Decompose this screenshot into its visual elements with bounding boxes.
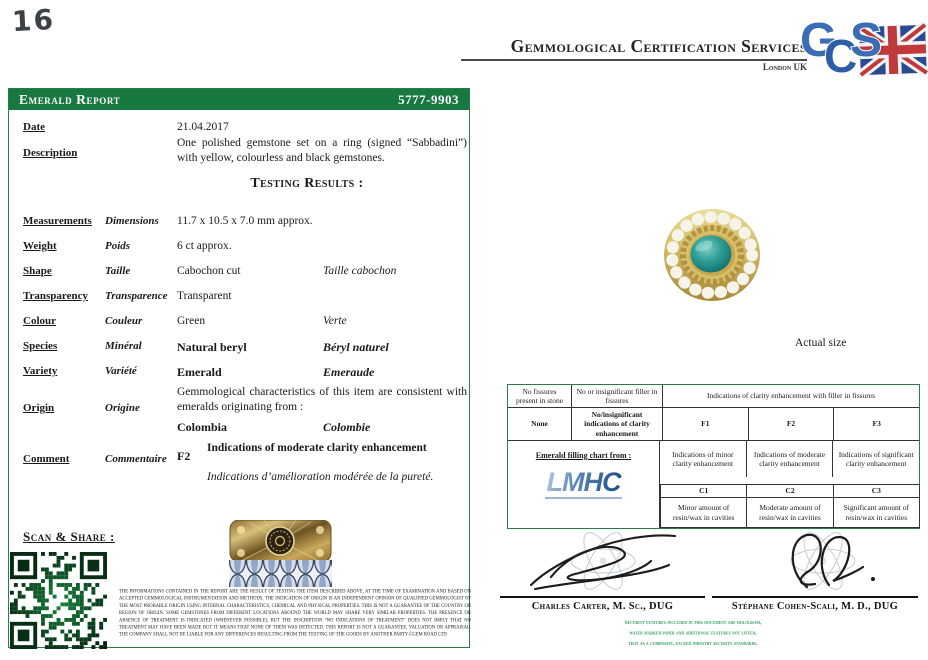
row-label: Variety — [23, 365, 58, 377]
comment-label-fr: Commentaire — [105, 453, 167, 465]
c1-description: Minor amount of resin/wax in cavities — [661, 497, 746, 527]
origin-value: Colombia — [177, 420, 228, 434]
grade-c3: C3 — [833, 485, 919, 497]
svg-text:G: G — [800, 14, 838, 67]
grade-none-desc: No/insignificant indications of clarity enhancement — [571, 407, 662, 440]
row-value-fr: Taille cabochon — [323, 265, 397, 277]
origin-intro: Gemmological characteristics of this item are consistent with emeralds originating from : — [177, 386, 467, 413]
row-label: Species — [23, 340, 58, 352]
c3-description: Significant amount of resin/wax in cavities — [833, 497, 919, 527]
disclaimer — [119, 588, 471, 648]
filling-chart-source — [508, 441, 660, 528]
security-line: Security features included in this document are hologram, — [624, 618, 762, 626]
row-label-fr: Taille — [105, 265, 131, 277]
origin-label-fr: Origine — [105, 402, 140, 414]
row-label: Weight — [23, 240, 57, 252]
f1-description: Indications of minor clarity enhancement — [672, 449, 734, 468]
clarity-enhancement-table — [507, 384, 920, 529]
row-label-fr: Dimensions — [105, 215, 159, 227]
table-header-no-fissures: No fissures present in stone — [515, 386, 564, 405]
row-value: Green — [177, 315, 206, 327]
qr-code-icon — [10, 552, 107, 649]
grade-f3: F3 — [833, 407, 919, 440]
row-value: Cabochon cut — [177, 265, 241, 277]
row-value: Emerald — [177, 365, 222, 379]
description-label: Description — [23, 147, 78, 159]
origin-row — [9, 402, 469, 418]
date-label: Date — [23, 121, 45, 133]
comment-text: Indications of moderate clarity enhancement — [207, 442, 427, 454]
row-value-fr: Béryl naturel — [323, 340, 389, 354]
org-location: London UK — [762, 62, 807, 72]
row-value: 6 ct approx. — [177, 240, 232, 252]
row-label-fr: Variété — [105, 365, 137, 377]
signature-line — [500, 596, 705, 598]
row-label: Measurements — [23, 215, 92, 227]
shape-row — [9, 265, 469, 281]
row-label-fr: Transparence — [105, 290, 168, 302]
comment-grade: F2 — [177, 449, 191, 463]
f3-description: Indications of significant clarity enhancement — [832, 441, 919, 477]
origin-label: Origin — [23, 402, 55, 414]
row-value-fr: Verte — [323, 315, 347, 327]
comment-row — [9, 453, 469, 469]
grade-none: None — [508, 407, 571, 440]
hologram-seal — [229, 520, 332, 587]
signature-carter-icon — [523, 527, 683, 593]
row-label: Shape — [23, 265, 52, 277]
grade-f2: F2 — [748, 407, 834, 440]
colour-row — [9, 315, 469, 331]
weight-row — [9, 240, 469, 256]
f2-description: Indications of moderate clarity enhancement — [746, 441, 833, 477]
comment-label: Comment — [23, 453, 70, 465]
row-label-fr: Minéral — [105, 340, 142, 352]
gcs-logo — [800, 2, 928, 82]
origin-value-fr: Colombie — [323, 420, 371, 434]
svg-text:S: S — [850, 14, 883, 67]
variety-row — [9, 365, 469, 381]
comment-text-fr: Indications d’amélioration modérée de la pureté. — [207, 471, 434, 483]
species-row — [9, 340, 469, 356]
signature-line — [712, 596, 918, 598]
row-value: Natural beryl — [177, 340, 247, 354]
grade-c1: C1 — [699, 486, 709, 496]
signatory-name: Charles Carter, M. Sc., DUG — [531, 601, 674, 612]
table-header-no-filler: No or insignificant filler in fissures — [571, 385, 662, 407]
security-line: that as a composite, exceed industry security standards. — [628, 640, 758, 647]
security-line: water marked paper and additional features not listed, — [629, 629, 757, 636]
date-value: 21.04.2017 — [177, 121, 229, 133]
signature-cohen-scali-icon — [735, 527, 895, 593]
grade-f1: F1 — [662, 407, 748, 440]
grade-c2: C2 — [746, 485, 832, 497]
row-value: Transparent — [177, 290, 232, 302]
row-value-fr: Emeraude — [323, 365, 375, 379]
origin-value-row — [9, 420, 469, 436]
row-label-fr: Couleur — [105, 315, 143, 327]
row-value: 11.7 x 10.5 x 7.0 mm approx. — [177, 215, 313, 227]
table-header-indications: Indications of clarity enhancement with filler in fissures — [662, 385, 919, 407]
transparency-row — [9, 290, 469, 306]
svg-text:C: C — [824, 30, 858, 82]
lmhc-logo: LMHC — [546, 467, 621, 497]
security-note — [458, 617, 928, 657]
org-title: Gemmological Certification Services — [461, 36, 807, 61]
gemstone-photo — [656, 202, 768, 308]
signature-block-right — [712, 527, 918, 612]
measurements-row — [9, 215, 469, 231]
row-label: Transparency — [23, 290, 88, 302]
actual-size-caption: Actual size — [795, 337, 847, 349]
emerald-ring-icon — [656, 202, 768, 308]
filling-chart-source-label: Emerald filling chart from : — [535, 451, 632, 460]
page-number-handwritten: 16 — [11, 2, 56, 39]
c2-description: Moderate amount of resin/wax in cavities — [746, 497, 832, 527]
qr-code — [10, 552, 107, 649]
gcs-uk-flag-icon — [800, 2, 928, 82]
row-label: Colour — [23, 315, 56, 327]
signatory-name: Stéphane Cohen-Scali, M. D., DUG — [731, 601, 899, 612]
org-header — [461, 36, 807, 72]
hologram-icon — [229, 520, 332, 587]
report-title: Emerald Report — [19, 91, 121, 107]
report-panel — [8, 88, 470, 648]
scan-share-label: Scan & Share : — [23, 529, 115, 544]
report-number: 5777-9903 — [398, 91, 459, 107]
description-text: One polished gemstone set on a ring (signed “Sabbadini”) with yellow, colourless and black gemstones. — [177, 137, 467, 164]
date-row — [9, 121, 469, 137]
testing-results-heading: Testing Results : — [250, 176, 364, 191]
signature-block-left — [500, 527, 705, 612]
report-title-bar — [9, 89, 469, 110]
row-label-fr: Poids — [105, 240, 131, 252]
disclaimer-text: THE INFORMATIONS CONTAINED IN THE REPORT ARE THE RESULT OF TESTING THE ITEM DESCRIBED ABOVE, AT THE TIME OF EXAMINATION AND BASED ON ACCEPTED GEMMOLOGICAL INSTRUMENTATION AND METHODS. THE INDICATION OF ORIGIN IS AN INDEPENDENT OPINION OF QUALIFIED GEMMOLOGIST OF THE MOST PROBABLE ORIGIN USING INTERNAL CHARACTERISTICS, CHEMICAL AND PHYSICAL PROPERTIES. THIS IS NOT A GUARANTEE OF THE COUNTRY OR REGION OF ORIGIN. SOME GEMSTONES FROM DIFFERENT LOCATIONS AROUND THE WORLD MAY SHARE VERY SIMILAR PROPERTIES. THE PRESENCE OR ABSENCE OF TREATMENT IS INDICATED (WHENEVER POSSIBLE), BUT THE INSCRIPTION “NO INDICATIONS OF TREATMENT” DOES NOT IMPLY THAT NO TREATMENT MAY HAVE BEEN MADE BUT IT MEANS THAT NONE OF THEM WAS DETECTED. THIS REPORT IS NOT A GUARANTEE, VALUATION OR APPRAISAL. THE COMPANY SHALL NOT BE LIABLE FOR ANY DIFFERENCES RESULTING FROM THE TESTING OF THE GOODS BY ANOTHER PARTY.©GEM ROAD LTD — [119, 589, 471, 638]
